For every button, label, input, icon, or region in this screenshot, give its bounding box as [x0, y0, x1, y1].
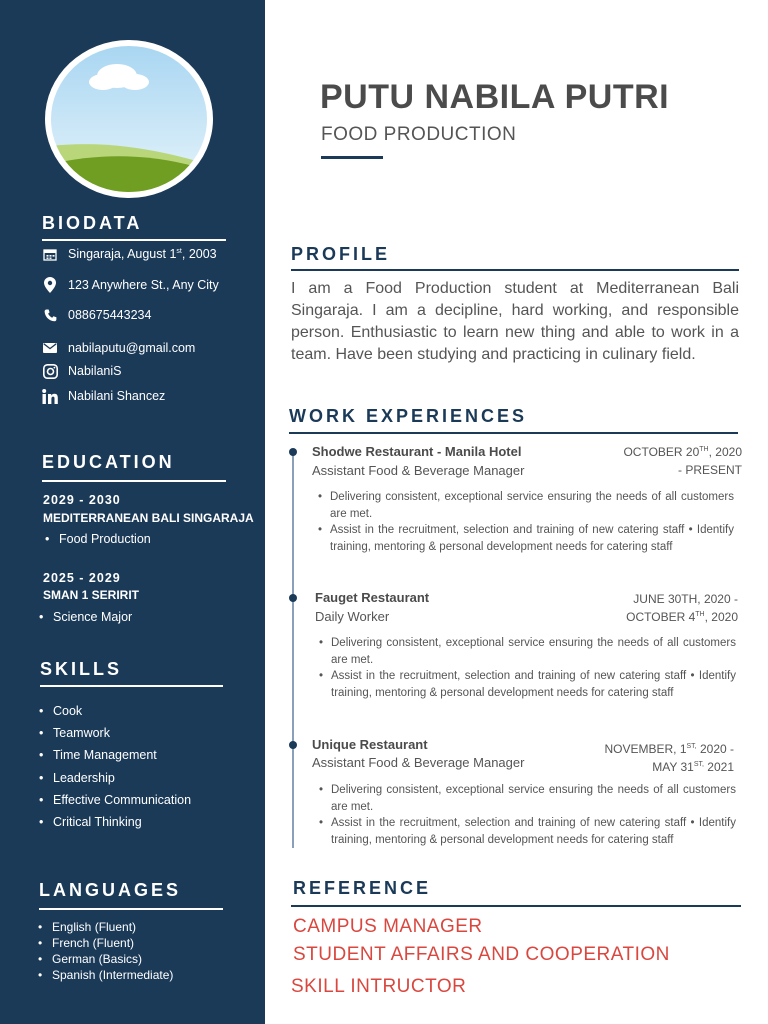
skill-item: • Cook: [39, 704, 82, 718]
duty-item: • Assist in the recruitment, selection and training of new catering staff • Identify training, mentoring & personal development needs for catering staff: [317, 815, 736, 848]
address-text: 123 Anywhere St., Any City: [68, 278, 219, 292]
education-school-1: MEDITERRANEAN BALI SINGARAJA: [43, 511, 254, 525]
calendar-icon: [42, 246, 58, 262]
job-date-3: NOVEMBER, $1^{ST,}$ 2020 - MAY $31^{ST,}$ 2021: [604, 742, 734, 774]
person-role: FOOD PRODUCTION: [321, 124, 517, 145]
education-years-2: 2025 - 2029: [43, 571, 121, 585]
education-school-2: SMAN 1 SERIRIT: [43, 588, 140, 602]
linkedin-icon: [42, 388, 58, 404]
biodata-heading: BIODATA: [42, 213, 143, 233]
job-duties-3: [317, 782, 736, 848]
language-item: • German (Basics): [38, 952, 142, 966]
education-years-1: 2029 - 2030: [43, 493, 121, 507]
birth-text: Singaraja, August 1st, 2003: [68, 247, 217, 261]
reference-divider: [291, 905, 741, 907]
job-title-1: Shodwe Restaurant - Manila Hotel: [312, 444, 522, 459]
linkedin-text: Nabilani Shancez: [68, 389, 166, 403]
instagram-icon: [42, 363, 58, 379]
education-detail-2: • Science Major: [39, 610, 132, 624]
reference-item: STUDENT AFFAIRS AND COOPERATION: [293, 944, 670, 965]
phone-row: [42, 306, 151, 324]
profile-heading: PROFILE: [291, 244, 391, 264]
profile-text: I am a Food Production student at Mediterranean Bali Singaraja. I am a decipline, hard working, and responsible person. Enthusiastic to learn new thing and able to work in a team. Have been studying and practicing in culinary field.: [291, 280, 739, 363]
timeline-dot: [289, 594, 297, 602]
duty-item: • Delivering consistent, exceptional service ensuring the needs of all customers are met.: [316, 489, 734, 522]
duty-item: • Delivering consistent, exceptional service ensuring the needs of all customers are met.: [317, 782, 736, 815]
email-text: nabilaputu@gmail.com: [68, 341, 196, 355]
language-item: • Spanish (Intermediate): [38, 968, 173, 982]
person-name: PUTU NABILA PUTRI: [320, 78, 670, 116]
education-divider: [42, 480, 226, 482]
phone-icon: [42, 307, 58, 323]
location-pin-icon: [42, 277, 58, 293]
instagram-text: NabilaniS: [68, 364, 122, 378]
skill-item: • Effective Communication: [39, 793, 191, 807]
job-duties-2: [317, 635, 736, 701]
language-item: • French (Fluent): [38, 936, 134, 950]
profile-photo: [45, 40, 213, 198]
duty-item: • Delivering consistent, exceptional service ensuring the needs of all customers are met.: [317, 635, 736, 668]
email-icon: [42, 340, 58, 356]
timeline-dot: [289, 741, 297, 749]
education-heading: EDUCATION: [42, 452, 175, 472]
duty-item: • Assist in the recruitment, selection and training of new catering staff • Identify training, mentoring & personal development needs for catering staff: [316, 522, 734, 555]
languages-divider: [39, 908, 223, 910]
landscape-placeholder-icon: [51, 46, 207, 192]
skills-divider: [40, 685, 223, 687]
job-duties-1: [316, 489, 734, 555]
work-heading: WORK EXPERIENCES: [289, 406, 528, 426]
skill-item: • Time Management: [39, 748, 157, 762]
skills-heading: SKILLS: [40, 659, 123, 679]
job-date-1: OCTOBER 20TH, 2020 - PRESENT: [623, 445, 742, 477]
skill-item: • Critical Thinking: [39, 815, 142, 829]
education-detail-1: • Food Production: [45, 532, 151, 546]
timeline-line: [292, 452, 294, 848]
phone-text: 088675443234: [68, 308, 152, 322]
skill-item: • Leadership: [39, 771, 115, 785]
linkedin-row: [42, 387, 165, 405]
job-date-2: JUNE 30TH, 2020 - OCTOBER 4TH, 2020: [626, 592, 738, 624]
job-title-3: Unique Restaurant: [312, 737, 428, 752]
reference-item: SKILL INTRUCTOR: [291, 976, 467, 997]
role-underline: [321, 156, 383, 159]
duty-item: • Assist in the recruitment, selection and training of new catering staff • Identify training, mentoring & personal development needs for catering staff: [317, 668, 736, 701]
profile-divider: [291, 269, 739, 271]
job-position-1: Assistant Food & Beverage Manager: [312, 463, 525, 478]
birth-row: [42, 245, 217, 263]
job-title-2: Fauget Restaurant: [315, 590, 430, 605]
biodata-divider: [42, 239, 226, 241]
timeline-dot: [289, 448, 297, 456]
languages-heading: LANGUAGES: [39, 880, 182, 900]
reference-heading: REFERENCE: [293, 878, 432, 898]
skill-item: • Teamwork: [39, 726, 110, 740]
work-divider: [289, 432, 738, 434]
reference-item: CAMPUS MANAGER: [293, 916, 483, 937]
email-row: [42, 339, 195, 357]
language-item: • English (Fluent): [38, 920, 136, 934]
address-row: [42, 276, 219, 294]
instagram-row: [42, 362, 122, 380]
job-position-2: Daily Worker: [315, 609, 390, 624]
sidebar: [0, 0, 265, 1024]
job-position-3: Assistant Food & Beverage Manager: [312, 755, 525, 770]
